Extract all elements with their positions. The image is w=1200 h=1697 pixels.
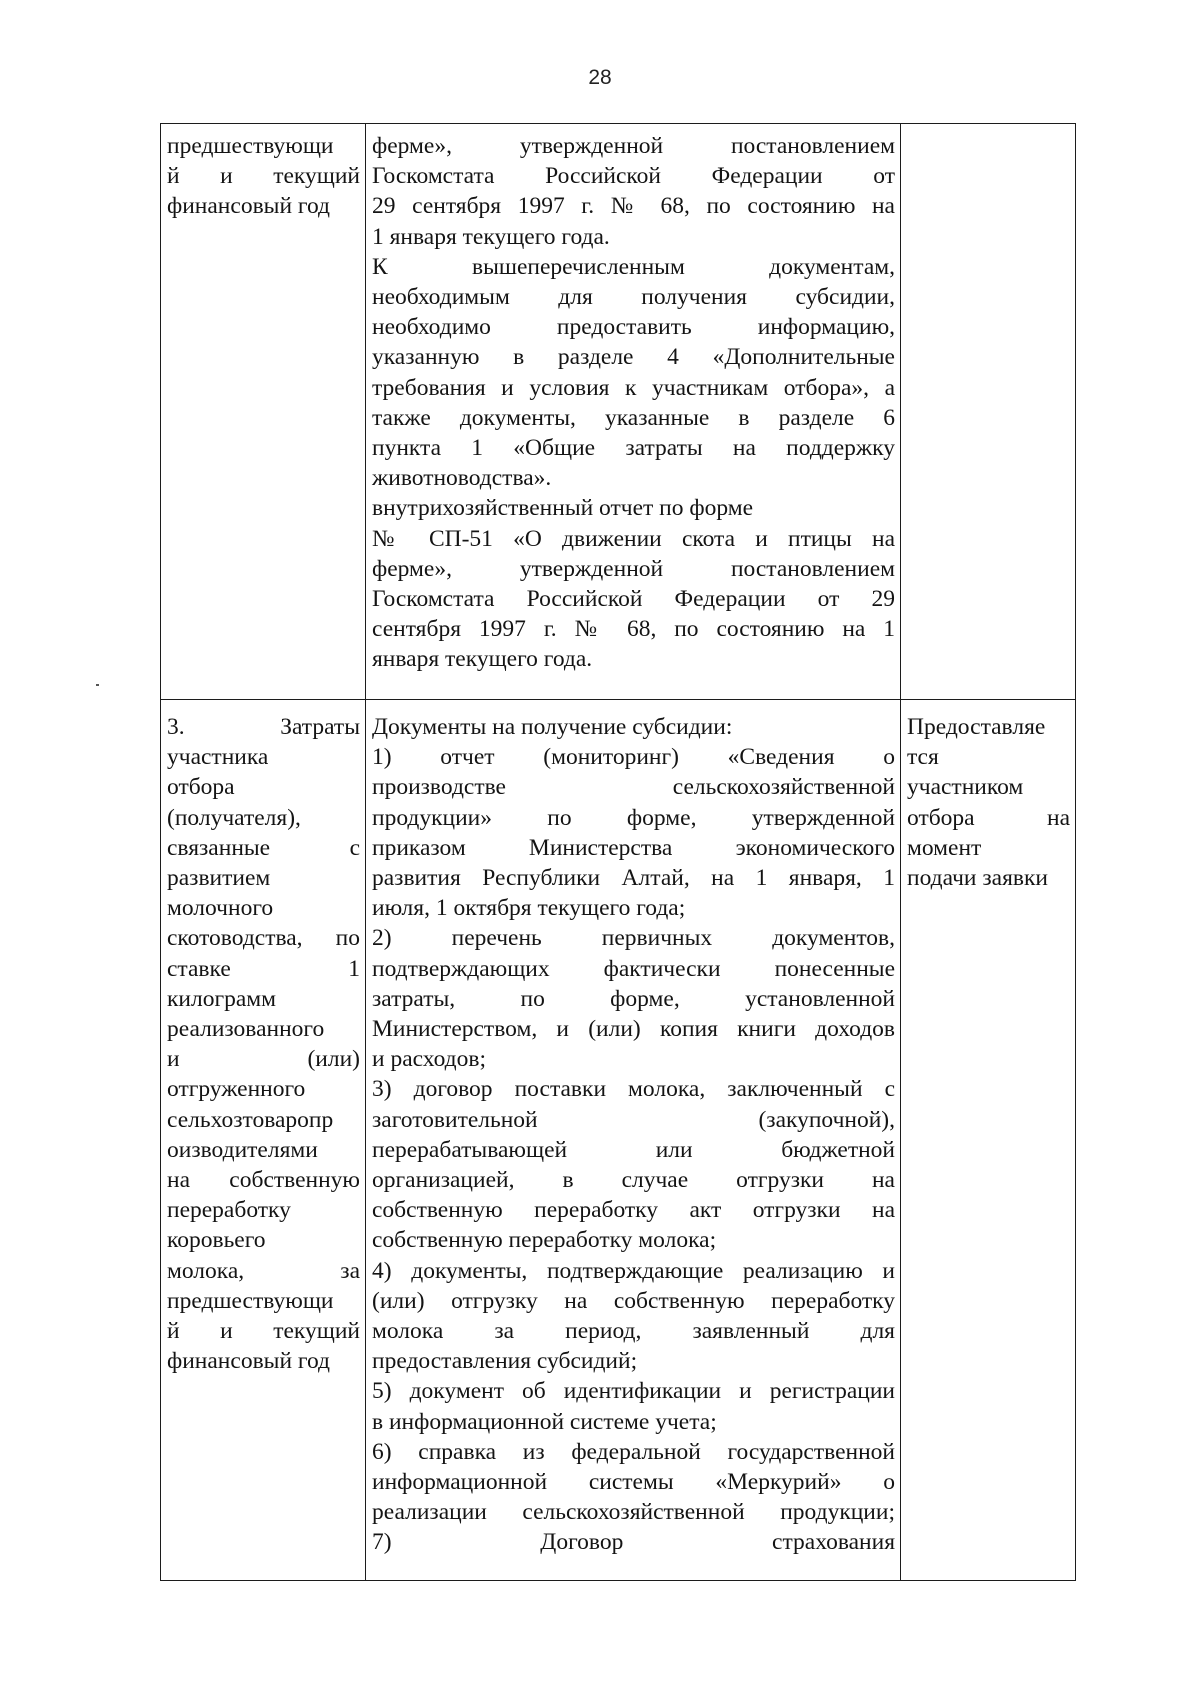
text-line: тся — [907, 744, 939, 771]
text-line: й и текущий — [167, 1318, 360, 1345]
text-line: молочного — [167, 895, 274, 922]
text-line: производстве сельскохозяйственной — [372, 774, 895, 801]
text-line: ферме», утвержденной постановлением — [372, 133, 895, 159]
text-line: момент — [907, 834, 982, 861]
text-line: (или) отгрузку на собственную переработку — [372, 1287, 895, 1314]
cell-expense-dairy — [161, 700, 366, 1581]
text-line: затраты, по форме, установленной — [372, 985, 895, 1012]
text-line: оизводителями — [167, 1136, 318, 1163]
text-line: необходимо предоставить информацию, — [372, 314, 895, 341]
text-line: перерабатывающей или бюджетной — [372, 1136, 895, 1163]
text-line: Госкомстата Российской Федерации от 29 — [372, 586, 895, 613]
text-line: 7) Договор страхования — [372, 1529, 895, 1556]
text-line: 5) документ об идентификации и регистрации — [372, 1378, 895, 1405]
text-line: отгруженного — [167, 1076, 306, 1103]
cell-expense-continued — [161, 124, 366, 700]
text-line: й и текущий — [167, 163, 360, 190]
page-number: 28 — [588, 66, 612, 89]
text-line: предшествующи — [167, 1287, 334, 1314]
text-line: Министерством, и (или) копия книги доходов — [372, 1016, 895, 1043]
text-line: июля, 1 октября текущего года; — [372, 895, 686, 922]
text-line: Документы на получение субсидии: — [372, 714, 733, 740]
text-line: развитием — [167, 865, 271, 892]
text-line: реализованного — [167, 1016, 325, 1043]
text-line: пункта 1 «Общие затраты на поддержку — [372, 435, 895, 462]
text-line: 3) договор поставки молока, заключенный с — [372, 1076, 895, 1103]
text-line: 2) перечень первичных документов, — [372, 925, 895, 952]
text-line: реализации сельскохозяйственной продукции; — [372, 1499, 895, 1526]
text-line: требования и условия к участникам отбора», а — [372, 374, 895, 401]
cell-documents-dairy — [366, 700, 901, 1581]
text-line: Предоставляе — [907, 714, 1046, 740]
text-line: 1 января текущего года. — [372, 223, 610, 250]
text-line: ставке 1 — [167, 955, 360, 982]
text-line: переработку — [167, 1197, 291, 1224]
text-line: указанную в разделе 4 «Дополнительные — [372, 344, 895, 371]
table-row — [161, 124, 1076, 700]
text-line: информационной системы «Меркурий» о — [372, 1469, 895, 1496]
text-line: подачи заявки — [907, 865, 1048, 892]
text-line: предшествующи — [167, 133, 334, 159]
text-line: отбора на — [907, 804, 1070, 831]
text-line: и расходов; — [372, 1046, 487, 1073]
text-line: ферме», утвержденной постановлением — [372, 555, 895, 582]
text-line: необходимым для получения субсидии, — [372, 284, 895, 311]
text-line: К вышеперечисленным документам, — [372, 253, 895, 280]
text-line: 6) справка из федеральной государственной — [372, 1438, 895, 1465]
text-line: также документы, указанные в разделе 6 — [372, 404, 895, 431]
text-line: (получателя), — [167, 804, 301, 831]
table-row — [161, 700, 1076, 1581]
text-line: молока, за — [167, 1257, 360, 1284]
text-line: развития Республики Алтай, на 1 января, 1 — [372, 865, 895, 892]
cell-note-empty — [901, 124, 1076, 700]
text-line: участника — [167, 744, 269, 771]
text-line: 1) отчет (мониторинг) «Сведения о — [372, 744, 895, 771]
text-line: № СП-51 «О движении скота и птицы на — [372, 525, 895, 552]
requirements-table — [160, 123, 1076, 1581]
text-line: отбора — [167, 774, 235, 801]
text-line: сентября 1997 г. № 68, по состоянию на 1 — [372, 616, 895, 643]
text-line: на собственную — [167, 1167, 360, 1194]
text-line: продукции» по форме, утвержденной — [372, 804, 895, 831]
cell-submission-note — [901, 700, 1076, 1581]
text-line: финансовый год — [167, 1348, 330, 1375]
text-line: организацией, в случае отгрузки на — [372, 1167, 895, 1194]
text-line: собственную переработку акт отгрузки на — [372, 1197, 895, 1224]
text-line: внутрихозяйственный отчет по форме — [372, 495, 754, 522]
margin-mark — [96, 684, 99, 686]
text-line: подтверждающих фактически понесенные — [372, 955, 895, 982]
text-line: Госкомстата Российской Федерации от — [372, 163, 895, 190]
text-line: сельхозтоваропр — [167, 1106, 334, 1133]
text-line: и (или) — [167, 1046, 360, 1073]
text-line: скотоводства, по — [167, 925, 360, 952]
text-line: приказом Министерства экономического — [372, 834, 895, 861]
text-line: января текущего года. — [372, 646, 593, 673]
text-line: 3. Затраты — [167, 714, 360, 740]
text-line: животноводства». — [372, 465, 552, 492]
text-line: в информационной системе учета; — [372, 1408, 717, 1435]
text-line: связанные с — [167, 834, 360, 861]
text-line: участником — [907, 774, 1024, 801]
text-line: 4) документы, подтверждающие реализацию и — [372, 1257, 895, 1284]
text-line: собственную переработку молока; — [372, 1227, 717, 1254]
text-line: молока за период, заявленный для — [372, 1318, 895, 1345]
text-line: килограмм — [167, 985, 277, 1012]
text-line: заготовительной (закупочной), — [372, 1106, 895, 1133]
text-line: коровьего — [167, 1227, 266, 1254]
text-line: предоставления субсидий; — [372, 1348, 638, 1375]
text-line: 29 сентября 1997 г. № 68, по состоянию на — [372, 193, 895, 220]
cell-documents-continued — [366, 124, 901, 700]
text-line: финансовый год — [167, 193, 330, 220]
